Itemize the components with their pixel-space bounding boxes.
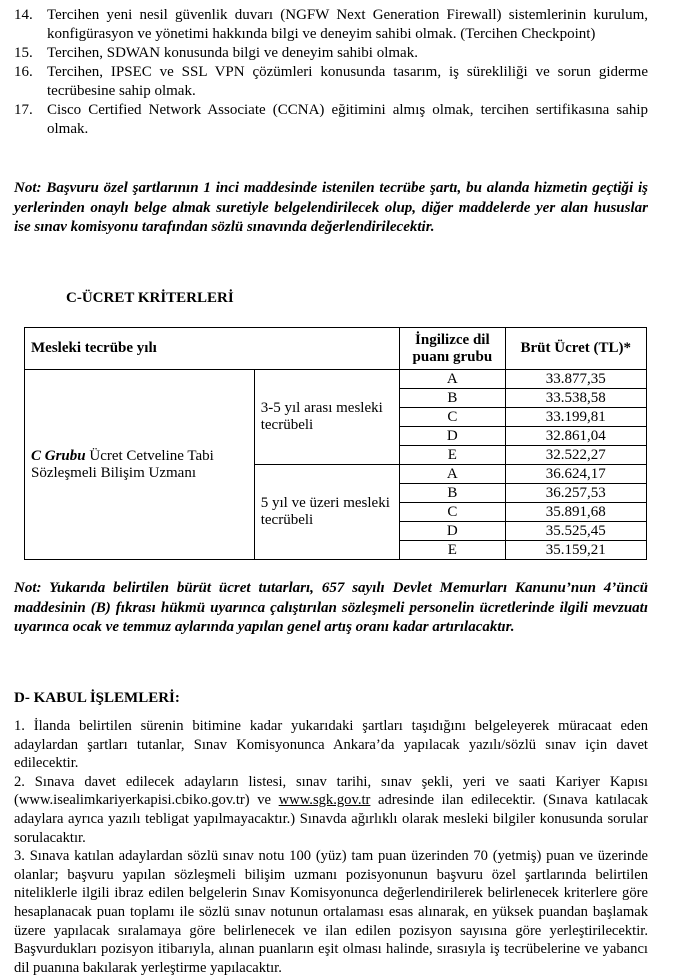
grade-cell: A: [400, 370, 505, 389]
table-row: [25, 370, 647, 389]
grade-cell: C: [400, 503, 505, 522]
section-d-title: D- KABUL İŞLEMLERİ:: [14, 690, 180, 706]
amount-cell: 35.525,45: [505, 522, 646, 541]
requirement-text: Tercihen, IPSEC ve SSL VPN çözümleri konusunda tasarım, iş sürekliliği ve sorun giderme tecrübesine sahip olmak.: [47, 64, 648, 99]
amount-cell: 33.877,35: [505, 370, 646, 389]
acceptance-item-3: 3. Sınava katılan adaylardan sözlü sınav notu 100 (yüz) tam puan üzerinden 70 (yetmiş) puan ve üzerinde olanlar; başvuru yapılan sözleşmeli bilişim uzmanı pozisyonunun başvuru özel şartlarında belirtilen niteliklerle ilgili ibraz edilen belgelerin Sınav Komisyonunca değerlendirilerek belirlenecek kriterlere göre hesaplanacak puan toplamı ile sözlü sınav notunun ortalaması esas alınarak, en yüksek puandan başlamak üzere yapılacak sıralamaya göre belirlenecek ve ilan edilen pozisyon sayısına göre yerleştirilecektir. Başvurdukları pozisyon itibarıyla, alınan puanların eşit olması halinde, sırasıyla iş tecrübelerine ve yabancı dil puanına bakılarak yerleştirme yapılacaktır.: [14, 848, 648, 976]
note-experience: Not: Başvuru özel şartlarının 1 inci maddesinde istenilen tecrübe şartı, bu alanda hizmetin geçtiği iş yerlerinden onaylı belge almak suretiyle belgelendirilecek olup, diğer maddelerde yer alan hususlar ise sınav komisyonu tarafından sözlü sınavında değerlendirilecektir.: [14, 180, 648, 235]
amount-cell: 35.891,68: [505, 503, 646, 522]
note-salary-increase: Not: Yukarıda belirtilen bürüt ücret tutarları, 657 sayılı Devlet Memurları Kanunu’nun 4’üncü maddesinin (B) fıkrası hükmü uyarınca çalıştırılan sözleşmeli personelin ücretlerinde ilgili mevzuatı uyarınca ocak ve temmuz aylarında yapılan genel artış oranı kadar artırılacaktır.: [14, 580, 648, 635]
band-label: 3-5 yıl arası mesleki tecrübeli: [254, 370, 399, 465]
requirement-item: [14, 63, 648, 101]
table-header-row: [25, 328, 647, 370]
wage-table: [24, 327, 647, 560]
grade-cell: A: [400, 465, 505, 484]
grade-cell: E: [400, 446, 505, 465]
amount-cell: 36.257,53: [505, 484, 646, 503]
group-label-rest: Ücret Cetveline Tabi Sözleşmeli Bilişim Uzmanı: [31, 447, 214, 481]
grade-cell: D: [400, 522, 505, 541]
grade-cell: B: [400, 389, 505, 408]
requirement-number: 15.: [14, 45, 33, 61]
section-c-title: C-ÜCRET KRİTERLERİ: [66, 290, 234, 306]
band-label: 5 yıl ve üzeri mesleki tecrübeli: [254, 465, 399, 560]
acceptance-item-1: 1. İlanda belirtilen sürenin bitimine kadar yukarıdaki şartları taşıdığını belgeleyerek müracaat eden adaylardan şartları tutanlar, Sınav Komisyonunca Ankara’da yapılacak yazılı/sözlü sınav için davet edilecektir.: [14, 718, 648, 772]
amount-cell: 33.538,58: [505, 389, 646, 408]
requirements-list: [14, 6, 648, 139]
sgk-website-link[interactable]: www.sgk.gov.tr: [278, 792, 371, 809]
header-english: İngilizce dil puanı grubu: [400, 328, 505, 370]
grade-cell: E: [400, 541, 505, 560]
amount-cell: 36.624,17: [505, 465, 646, 484]
amount-cell: 32.861,04: [505, 427, 646, 446]
amount-cell: 35.159,21: [505, 541, 646, 560]
requirement-item: [14, 101, 648, 139]
amount-cell: 33.199,81: [505, 408, 646, 427]
grade-cell: D: [400, 427, 505, 446]
group-cell: [25, 370, 255, 560]
acceptance-item-2-text: 2. Sınava davet edilecek adayların listesi, sınav tarihi, sınav şekli, yeri ve saati Kariyer Kapısı (www.isealimkariyerkapisi.cbiko.gov.tr) ve: [14, 773, 648, 809]
requirement-text: Tercihen, SDWAN konusunda bilgi ve deneyim sahibi olmak.: [47, 45, 418, 61]
acceptance-list: [14, 717, 648, 977]
grade-cell: B: [400, 484, 505, 503]
requirement-number: 14.: [14, 7, 33, 23]
requirement-text: Cisco Certified Network Associate (CCNA) eğitimini almış olmak, tercihen sertifikasına sahip olmak.: [47, 102, 648, 137]
acceptance-item-2: [14, 773, 648, 847]
requirement-number: 16.: [14, 64, 33, 80]
amount-cell: 32.522,27: [505, 446, 646, 465]
requirement-number: 17.: [14, 102, 33, 118]
requirement-item: [14, 6, 648, 44]
requirement-text: Tercihen yeni nesil güvenlik duvarı (NGFW Next Generation Firewall) sistemlerinin kurulum, konfigürasyon ve yönetimi hakkında bilgi ve deneyim sahibi olmak. (Tercihen Checkpoint): [47, 7, 648, 42]
group-label-bold: C Grubu: [31, 447, 86, 464]
acceptance-item-2-text-end: adresinde ilan edilecektir. (Sınava katılacak adaylara ayrıca yazılı tebligat yapılmayacaktır.) Sınavda ağırlıklı olarak mesleki bilgiler konusunda sorular sorulacaktır.: [14, 792, 649, 846]
grade-cell: C: [400, 408, 505, 427]
header-experience: Mesleki tecrübe yılı: [25, 328, 400, 370]
header-salary: Brüt Ücret (TL)*: [505, 328, 646, 370]
requirement-item: [14, 44, 648, 63]
